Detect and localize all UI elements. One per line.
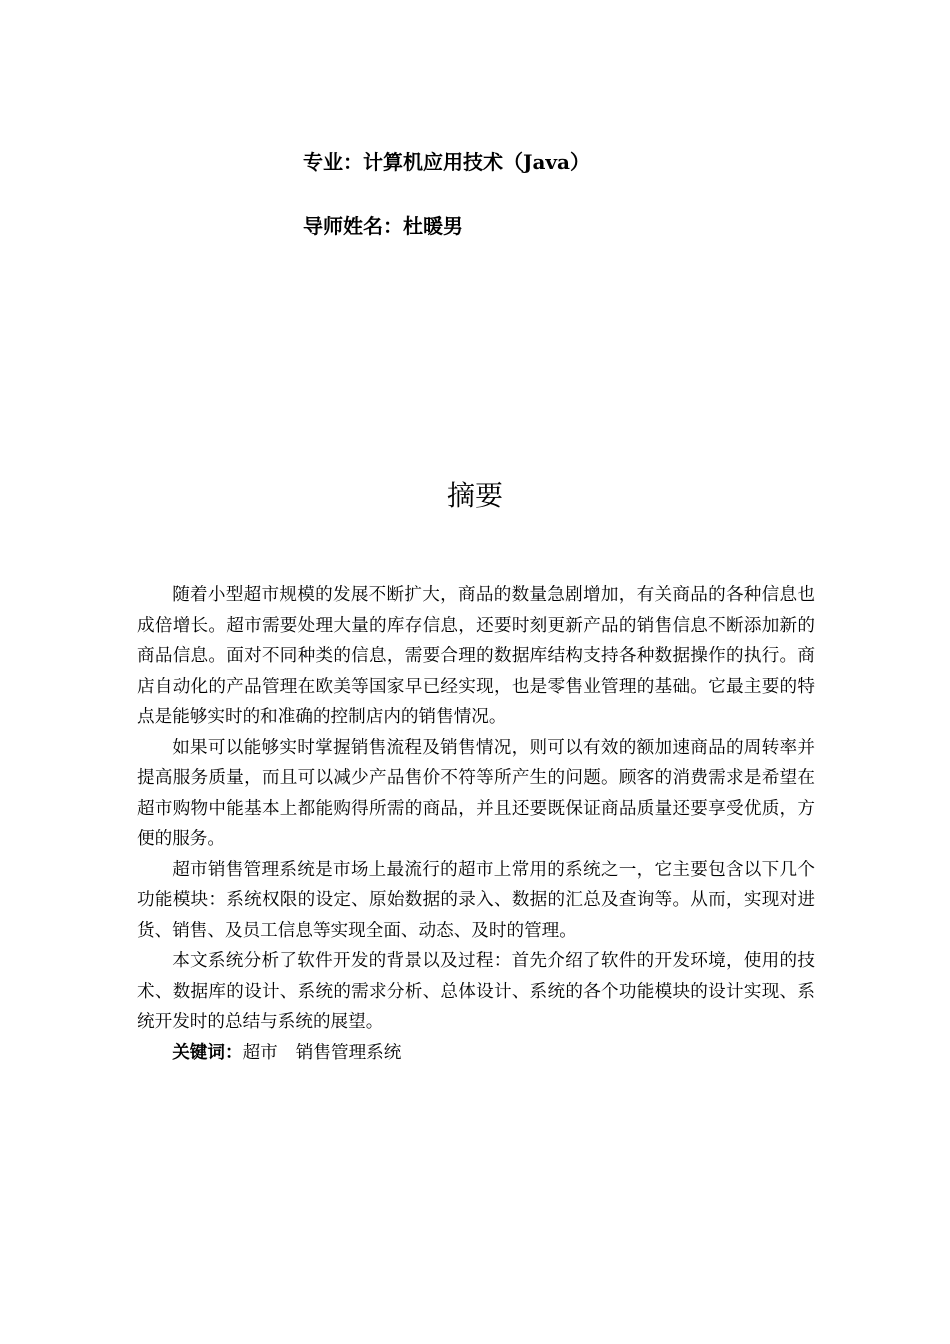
keywords-label: 关键词：: [172, 1041, 243, 1063]
abstract-body: [137, 580, 815, 1068]
keywords-line: [137, 1038, 815, 1069]
abstract-paragraph-4: 本文系统分析了软件开发的背景以及过程：首先介绍了软件的开发环境，使用的技术、数据库的设计、系统的需求分析、总体设计、系统的各个功能模块的设计实现、系统开发时的总结与系统的展望。: [137, 951, 815, 1032]
advisor-line: 导师姓名：杜暖男: [303, 214, 463, 238]
major-line: 专业：计算机应用技术（Java）: [303, 150, 591, 174]
keyword-1: 超市: [242, 1042, 278, 1063]
abstract-paragraph-1: 随着小型超市规模的发展不断扩大，商品的数量急剧增加，有关商品的各种信息也成倍增长。超市需要处理大量的库存信息，还要时刻更新产品的销售信息不断添加新的商品信息。面对不同种类的信息，需要合理的数据库结构支持各种数据操作的执行。商店自动化的产品管理在欧美等国家早已经实现，也是零售业管理的基础。它最主要的特点是能够实时的和准确的控制店内的销售情况。: [137, 585, 815, 727]
abstract-title: 摘要: [446, 479, 503, 512]
keyword-2: 销售管理系统: [295, 1042, 402, 1063]
abstract-paragraph-2: 如果可以能够实时掌握销售流程及销售情况，则可以有效的额加速商品的周转率并提高服务质量，而且可以减少产品售价不符等所产生的问题。顾客的消费需求是希望在超市购物中能基本上都能购得所需的商品，并且还要既保证商品质量还要享受优质，方便的服务。: [137, 737, 815, 849]
abstract-paragraph-3: 超市销售管理系统是市场上最流行的超市上常用的系统之一，它主要包含以下几个功能模块：系统权限的设定、原始数据的录入、数据的汇总及查询等。从而，实现对进货、销售、及员工信息等实现全面、动态、及时的管理。: [137, 859, 815, 941]
